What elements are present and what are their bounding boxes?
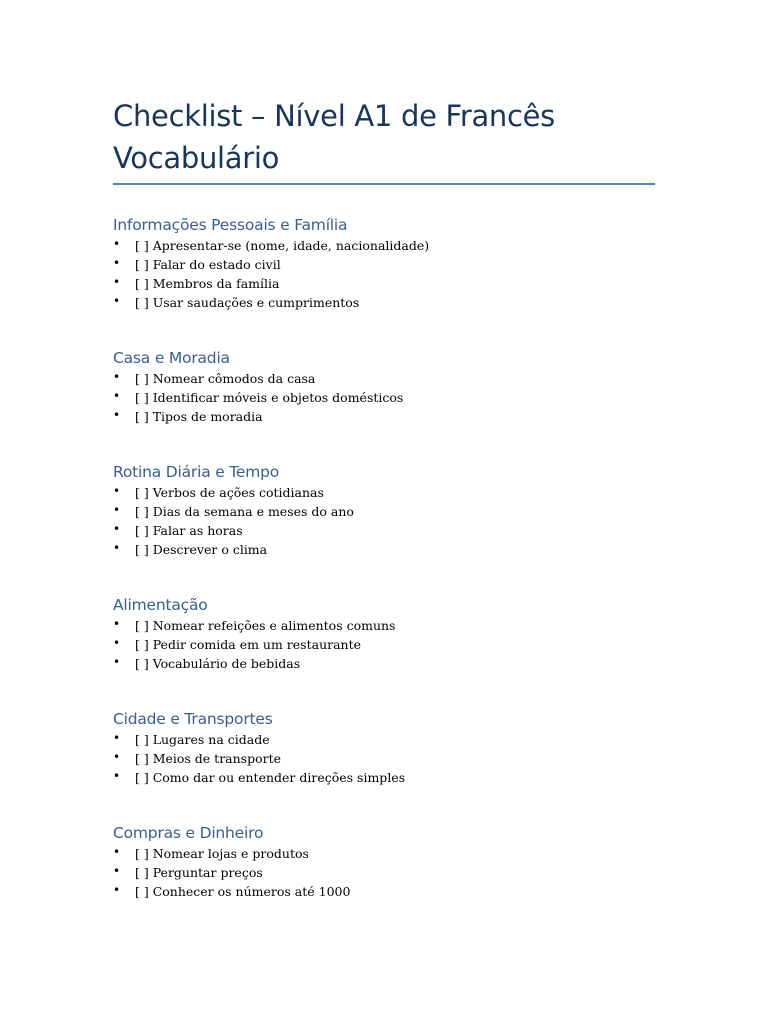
checklist bbox=[113, 844, 350, 901]
section-heading: Compras e Dinheiro bbox=[113, 824, 264, 842]
list-item bbox=[113, 616, 395, 635]
list-item bbox=[113, 730, 405, 749]
list-item-text: [ ] Conhecer os números até 1000 bbox=[135, 884, 351, 899]
bullet-icon: • bbox=[113, 256, 121, 270]
list-item-text: [ ] Descrever o clima bbox=[135, 542, 268, 557]
list-item-text: [ ] Falar do estado civil bbox=[135, 257, 281, 272]
list-item bbox=[113, 540, 354, 559]
bullet-icon: • bbox=[113, 389, 121, 403]
list-item bbox=[113, 521, 354, 540]
section-heading: Rotina Diária e Tempo bbox=[113, 463, 280, 481]
title-line-2: Vocabulário bbox=[113, 141, 280, 175]
bullet-icon: • bbox=[113, 484, 121, 498]
list-item-text: [ ] Nomear cômodos da casa bbox=[135, 371, 316, 386]
list-item bbox=[113, 407, 403, 426]
list-item bbox=[113, 274, 429, 293]
checklist bbox=[113, 236, 429, 312]
bullet-icon: • bbox=[113, 864, 121, 878]
bullet-icon: • bbox=[113, 769, 121, 783]
section bbox=[113, 461, 354, 559]
list-item-text: [ ] Membros da família bbox=[135, 276, 280, 291]
list-item-text: [ ] Meios de transporte bbox=[135, 751, 282, 766]
bullet-icon: • bbox=[113, 522, 121, 536]
list-item-text: [ ] Identificar móveis e objetos domésticos bbox=[135, 390, 404, 405]
section-heading: Alimentação bbox=[113, 596, 208, 614]
document-title bbox=[113, 95, 656, 179]
bullet-icon: • bbox=[113, 541, 121, 555]
list-item-text: [ ] Como dar ou entender direções simples bbox=[135, 770, 406, 785]
bullet-icon: • bbox=[113, 617, 121, 631]
bullet-icon: • bbox=[113, 294, 121, 308]
list-item bbox=[113, 255, 429, 274]
list-item-text: [ ] Nomear lojas e produtos bbox=[135, 846, 309, 861]
list-item bbox=[113, 863, 350, 882]
checklist bbox=[113, 616, 395, 673]
section-heading: Informações Pessoais e Família bbox=[113, 216, 348, 234]
list-item bbox=[113, 293, 429, 312]
list-item-text: [ ] Vocabulário de bebidas bbox=[135, 656, 301, 671]
bullet-icon: • bbox=[113, 503, 121, 517]
checklist bbox=[113, 369, 403, 426]
list-item bbox=[113, 236, 429, 255]
list-item-text: [ ] Nomear refeições e alimentos comuns bbox=[135, 618, 396, 633]
document-page bbox=[113, 95, 656, 899]
list-item bbox=[113, 749, 405, 768]
list-item bbox=[113, 483, 354, 502]
list-item-text: [ ] Perguntar preços bbox=[135, 865, 263, 880]
list-item bbox=[113, 882, 350, 901]
bullet-icon: • bbox=[113, 237, 121, 251]
list-item bbox=[113, 502, 354, 521]
list-item-text: [ ] Lugares na cidade bbox=[135, 732, 270, 747]
list-item bbox=[113, 844, 350, 863]
bullet-icon: • bbox=[113, 731, 121, 745]
section-heading: Cidade e Transportes bbox=[113, 710, 273, 728]
bullet-icon: • bbox=[113, 750, 121, 764]
section bbox=[113, 347, 403, 426]
section bbox=[113, 214, 429, 312]
list-item bbox=[113, 654, 395, 673]
bullet-icon: • bbox=[113, 370, 121, 384]
section-heading: Casa e Moradia bbox=[113, 349, 230, 367]
bullet-icon: • bbox=[113, 636, 121, 650]
title-line-1: Checklist – Nível A1 de Francês bbox=[113, 99, 555, 133]
list-item-text: [ ] Tipos de moradia bbox=[135, 409, 263, 424]
list-item-text: [ ] Dias da semana e meses do ano bbox=[135, 504, 354, 519]
bullet-icon: • bbox=[113, 275, 121, 289]
list-item bbox=[113, 768, 405, 787]
section bbox=[113, 822, 350, 901]
list-item bbox=[113, 369, 403, 388]
list-item bbox=[113, 635, 395, 654]
checklist bbox=[113, 730, 405, 787]
title-underline bbox=[113, 183, 655, 185]
list-item-text: [ ] Usar saudações e cumprimentos bbox=[135, 295, 360, 310]
list-item-text: [ ] Verbos de ações cotidianas bbox=[135, 485, 324, 500]
checklist bbox=[113, 483, 354, 559]
bullet-icon: • bbox=[113, 655, 121, 669]
bullet-icon: • bbox=[113, 845, 121, 859]
section bbox=[113, 594, 395, 673]
bullet-icon: • bbox=[113, 883, 121, 897]
list-item-text: [ ] Falar as horas bbox=[135, 523, 243, 538]
bullet-icon: • bbox=[113, 408, 121, 422]
list-item-text: [ ] Apresentar-se (nome, idade, nacionalidade) bbox=[135, 238, 430, 253]
section bbox=[113, 708, 405, 787]
list-item-text: [ ] Pedir comida em um restaurante bbox=[135, 637, 362, 652]
list-item bbox=[113, 388, 403, 407]
